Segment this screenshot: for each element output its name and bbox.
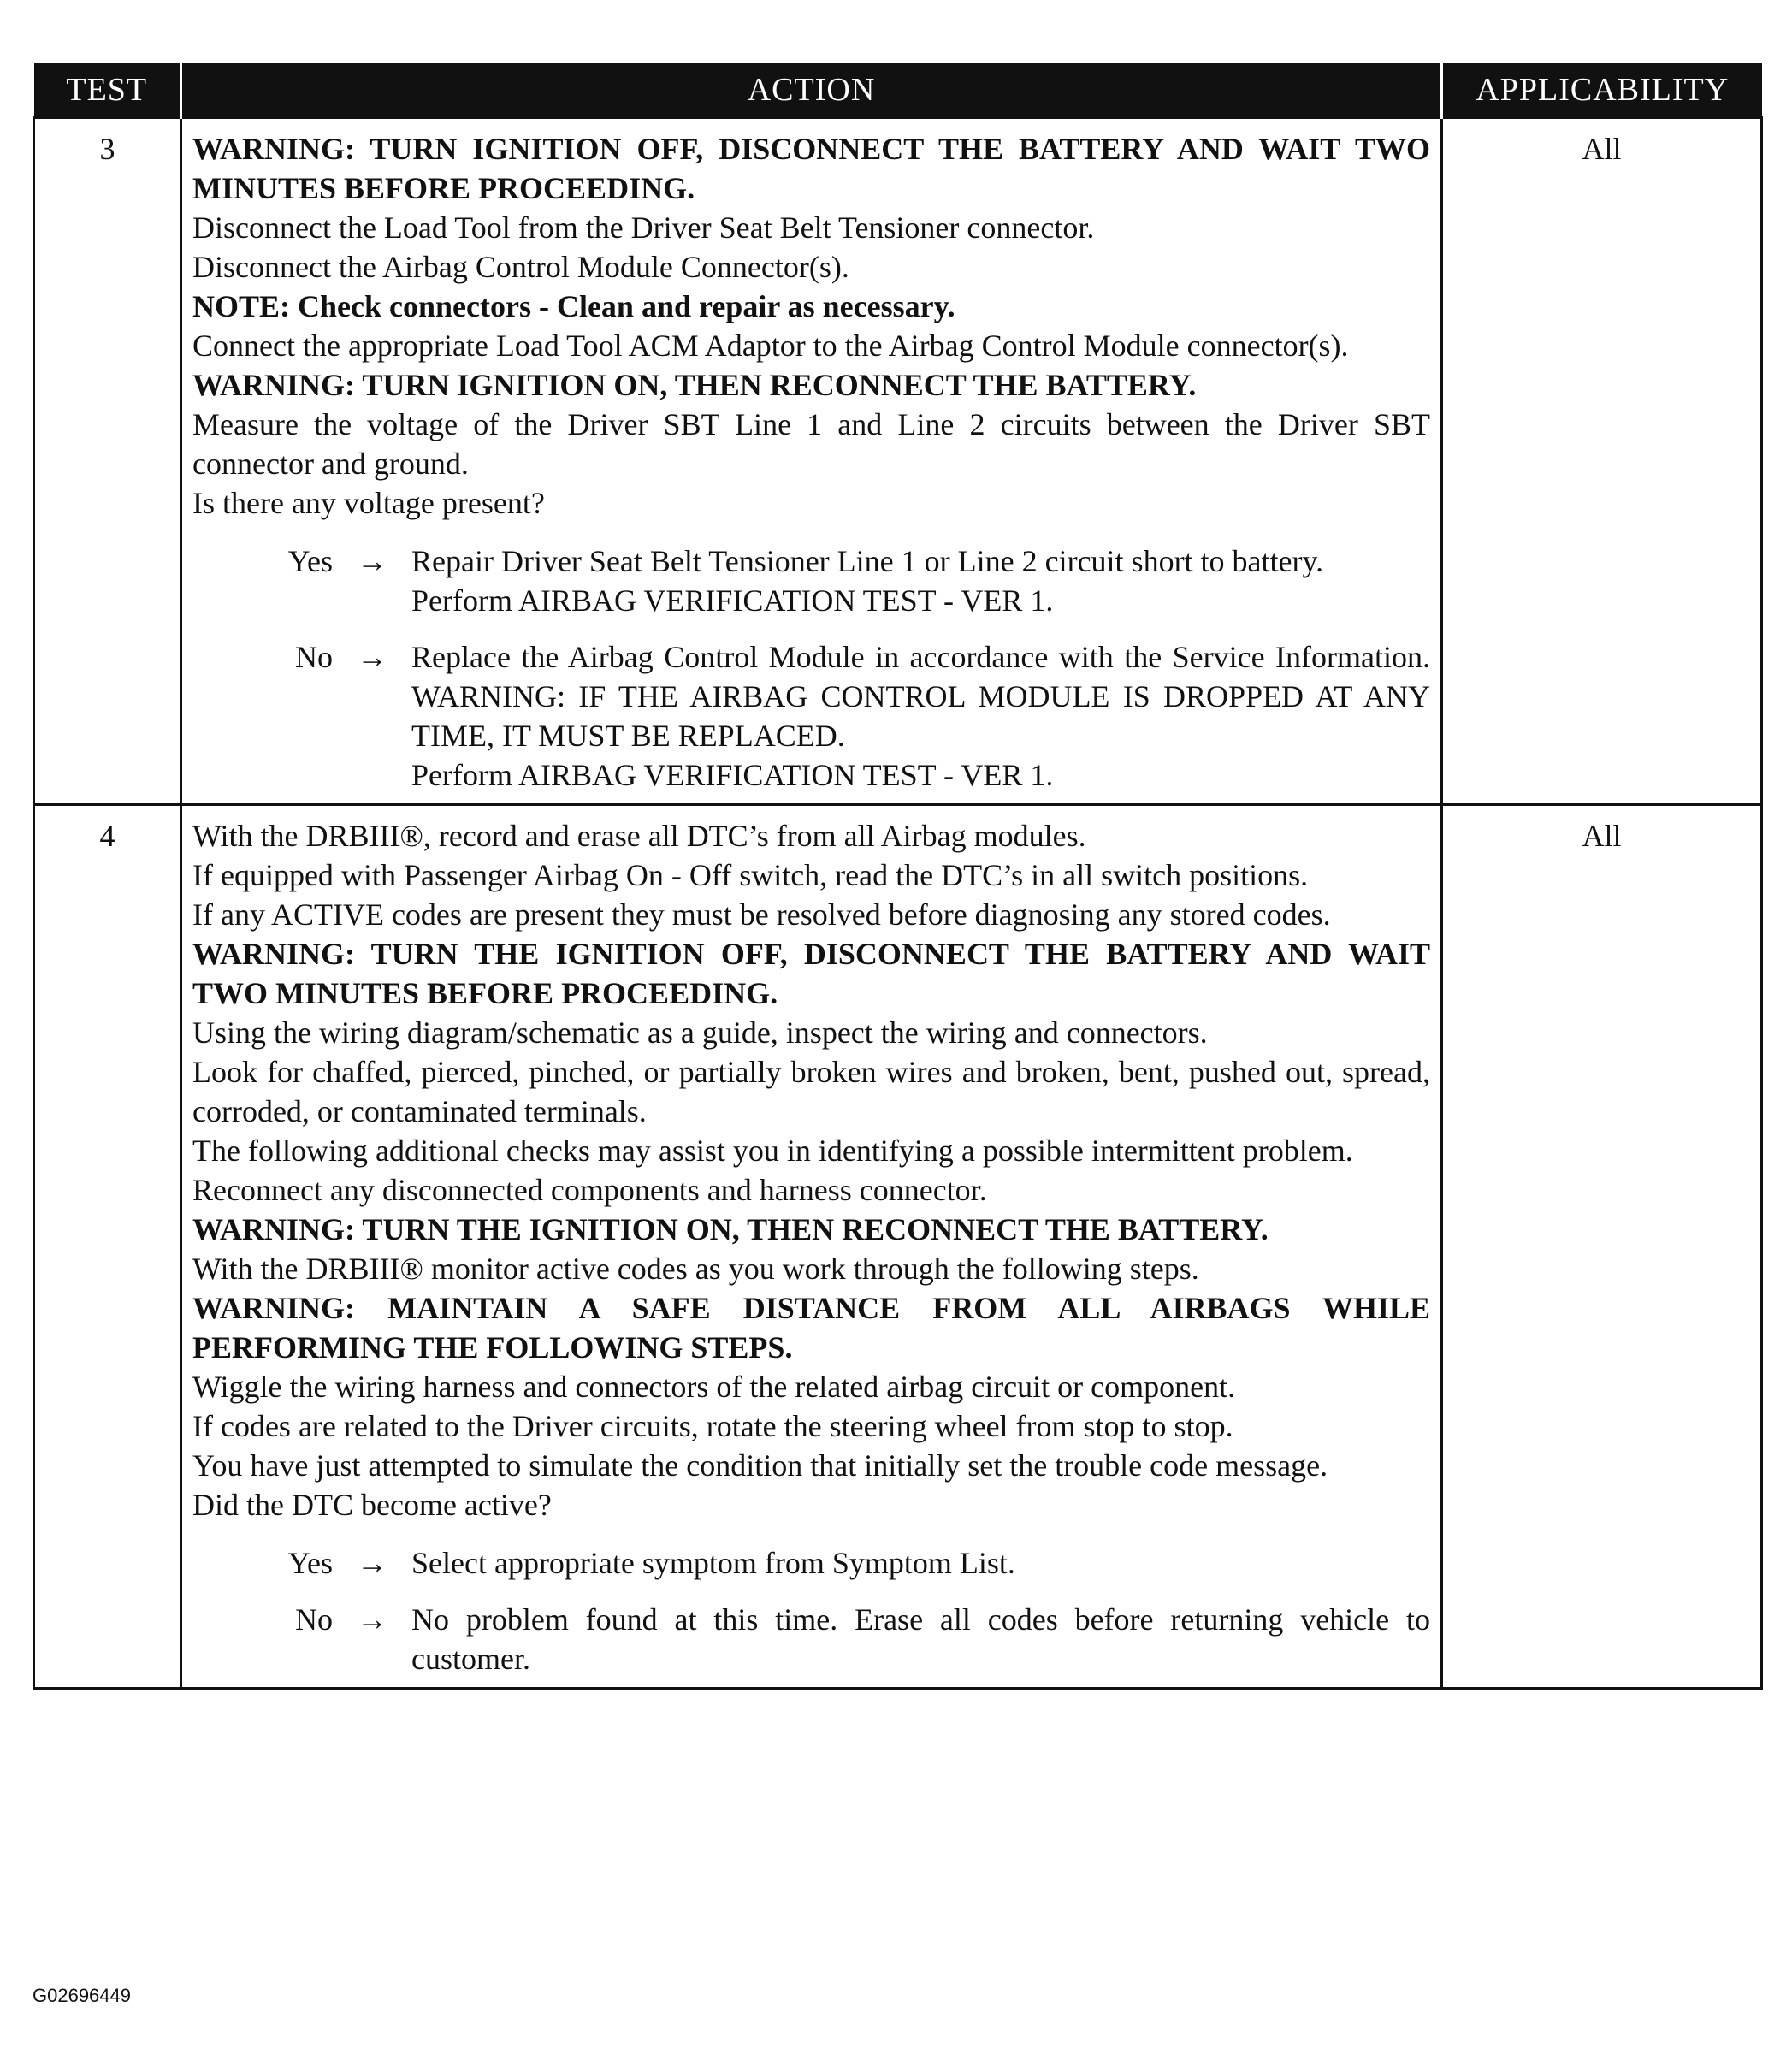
warning-text: WARNING: TURN IGNITION OFF, DISCONNECT THE BATTERY AND WAIT TWO MINUTES BEFORE PROCEEDING. (192, 132, 1430, 205)
outcome-yes (192, 1543, 1430, 1583)
warning-text: WARNING: TURN THE IGNITION OFF, DISCONNECT THE BATTERY AND WAIT TWO MINUTES BEFORE PROCEEDING. (192, 937, 1430, 1010)
header-test: TEST (34, 63, 181, 118)
figure-id: G02696449 (33, 1985, 131, 2006)
instruction-text: Did the DTC become active? (192, 1488, 552, 1522)
instruction-text: You have just attempted to simulate the condition that initially set the trouble code message. (192, 1448, 1328, 1483)
instruction-text: If equipped with Passenger Airbag On - Off switch, read the DTC’s in all switch positions. (192, 858, 1309, 892)
action-cell (181, 805, 1442, 1689)
outcome-text (411, 1600, 1430, 1678)
warning-text: WARNING: TURN IGNITION ON, THEN RECONNECT THE BATTERY. (192, 368, 1197, 402)
header-action: ACTION (181, 63, 1442, 118)
instruction-text: Look for chaffed, pierced, pinched, or partially broken wires and broken, bent, pushed out, spread, corroded, or contaminated terminals. (192, 1055, 1430, 1128)
outcome-list (192, 542, 1430, 795)
outcome-line: No problem found at this time. Erase all codes before returning vehicle to customer. (411, 1602, 1430, 1676)
arrow-right-icon: → (357, 1546, 387, 1580)
instruction-text: With the DRBIII® monitor active codes as you work through the following steps. (192, 1252, 1199, 1286)
outcome-label: No (295, 1602, 333, 1637)
instruction-text: Disconnect the Load Tool from the Driver Seat Belt Tensioner connector. (192, 210, 1095, 245)
arrow-right-icon: → (357, 1602, 387, 1637)
applicability-value: All (1442, 118, 1762, 805)
diagnostic-test-table (33, 63, 1763, 1690)
instruction-text: Measure the voltage of the Driver SBT Line 1 and Line 2 circuits between the Driver SBT connector and ground. (192, 407, 1430, 481)
arrow-right-icon: → (357, 544, 387, 578)
warning-text: WARNING: MAINTAIN A SAFE DISTANCE FROM ALL AIRBAGS WHILE PERFORMING THE FOLLOWING STEPS. (192, 1291, 1430, 1365)
instruction-text: Connect the appropriate Load Tool ACM Adaptor to the Airbag Control Module connector(s). (192, 329, 1349, 363)
outcome-line: Perform AIRBAG VERIFICATION TEST - VER 1. (411, 758, 1054, 792)
outcome-text (411, 1543, 1430, 1583)
outcome-no (192, 1600, 1430, 1678)
table-row (34, 805, 1762, 1689)
outcome-text (411, 637, 1430, 795)
instruction-text: The following additional checks may assist you in identifying a possible intermittent problem. (192, 1134, 1353, 1168)
outcome-list (192, 1543, 1430, 1678)
test-number: 4 (34, 805, 181, 1689)
outcome-line: Repair Driver Seat Belt Tensioner Line 1 or Line 2 circuit short to battery. (411, 544, 1324, 578)
warning-text: WARNING: TURN THE IGNITION ON, THEN RECONNECT THE BATTERY. (192, 1212, 1269, 1246)
outcome-label: Yes (287, 1546, 333, 1580)
instruction-text: Disconnect the Airbag Control Module Connector(s). (192, 250, 849, 284)
outcome-text (411, 542, 1430, 620)
table-body (34, 118, 1762, 1689)
diagnostic-table-page (33, 63, 1760, 1690)
instruction-text: Is there any voltage present? (192, 486, 545, 520)
applicability-value: All (1442, 805, 1762, 1689)
table-header-row (34, 63, 1762, 118)
outcome-label: No (295, 640, 333, 674)
instruction-text: If any ACTIVE codes are present they must be resolved before diagnosing any stored codes. (192, 897, 1331, 932)
outcome-no (192, 637, 1430, 795)
action-cell (181, 118, 1442, 805)
warning-text: NOTE: Check connectors - Clean and repair as necessary. (192, 289, 955, 323)
outcome-yes (192, 542, 1430, 620)
arrow-right-icon: → (357, 640, 387, 674)
outcome-line: Replace the Airbag Control Module in accordance with the Service Information. WARNING: IF THE AIRBAG CONTROL MODULE IS DROPPED AT ANY TIME, IT MUST BE REPLACED. (411, 640, 1430, 753)
table-row (34, 118, 1762, 805)
instruction-text: If codes are related to the Driver circuits, rotate the steering wheel from stop to stop. (192, 1409, 1233, 1443)
instruction-text: Reconnect any disconnected components and harness connector. (192, 1173, 987, 1207)
outcome-label: Yes (287, 544, 333, 578)
instruction-text: Wiggle the wiring harness and connectors of the related airbag circuit or component. (192, 1370, 1236, 1404)
outcome-line: Perform AIRBAG VERIFICATION TEST - VER 1. (411, 583, 1054, 618)
instruction-text: With the DRBIII®, record and erase all DTC’s from all Airbag modules. (192, 819, 1086, 853)
header-applicability: APPLICABILITY (1442, 63, 1762, 118)
outcome-line: Select appropriate symptom from Symptom List. (411, 1546, 1015, 1580)
instruction-text: Using the wiring diagram/schematic as a guide, inspect the wiring and connectors. (192, 1015, 1208, 1050)
test-number: 3 (34, 118, 181, 805)
